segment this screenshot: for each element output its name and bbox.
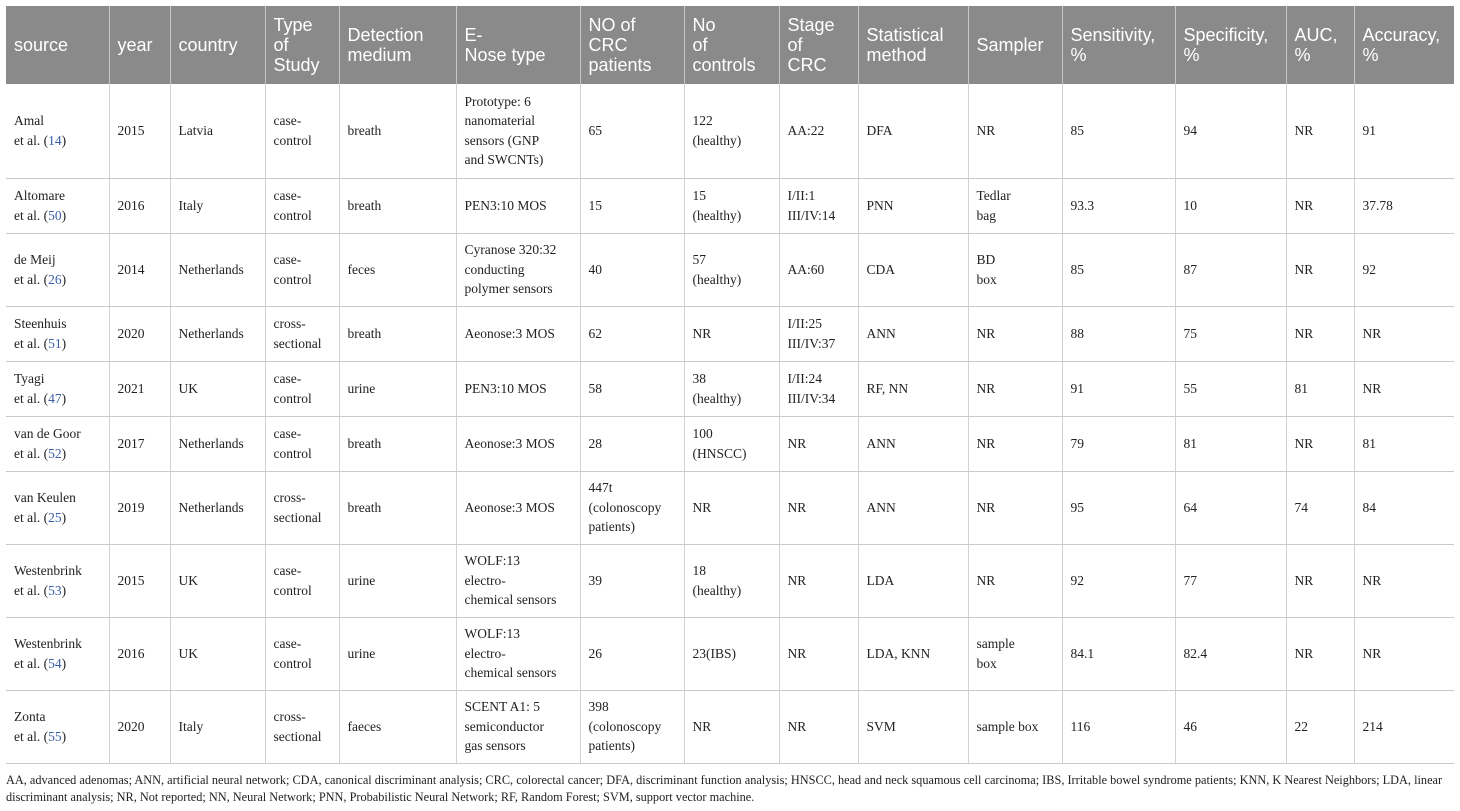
year-cell: 2016 (109, 617, 170, 690)
statistical-method-cell: ANN (858, 416, 968, 471)
crc-patients-cell: 58 (580, 361, 684, 416)
table-row (6, 617, 1454, 690)
crc-patients-cell: 447t (colonoscopy patients) (580, 471, 684, 544)
header-study-type: Type of Study (265, 6, 339, 84)
specificity-cell: 75 (1175, 306, 1286, 361)
header-enose-type: E- Nose type (456, 6, 580, 84)
controls-cell: 100 (HNSCC) (684, 416, 779, 471)
study-type-cell: cross- sectional (265, 471, 339, 544)
source-cell (6, 690, 109, 763)
specificity-cell: 82.4 (1175, 617, 1286, 690)
crc-patients-cell: 65 (580, 84, 684, 178)
crc-stage-cell: I/II:24 III/IV:34 (779, 361, 858, 416)
accuracy-cell: 37.78 (1354, 178, 1454, 233)
header-accuracy: Accuracy, % (1354, 6, 1454, 84)
country-cell: UK (170, 617, 265, 690)
statistical-method-cell: LDA, KNN (858, 617, 968, 690)
reference-link[interactable]: 51 (48, 335, 62, 351)
author-text: van Keulen et al. ( (14, 490, 76, 525)
sampler-cell: NR (968, 306, 1062, 361)
detection-medium-cell: breath (339, 84, 456, 178)
auc-cell: NR (1286, 233, 1354, 306)
reference-link[interactable]: 50 (48, 207, 62, 223)
crc-patients-cell: 28 (580, 416, 684, 471)
table-row (6, 416, 1454, 471)
author-text: Steenhuis et al. ( (14, 316, 67, 351)
accuracy-cell: 92 (1354, 233, 1454, 306)
source-cell (6, 416, 109, 471)
enose-type-cell: Cyranose 320:32 conducting polymer sensors (456, 233, 580, 306)
study-type-cell: cross- sectional (265, 306, 339, 361)
specificity-cell: 46 (1175, 690, 1286, 763)
statistical-method-cell: CDA (858, 233, 968, 306)
sampler-cell: NR (968, 544, 1062, 617)
header-source: source (14, 35, 69, 55)
table-row (6, 544, 1454, 617)
specificity-cell: 77 (1175, 544, 1286, 617)
author-text: Westenbrink et al. ( (14, 636, 82, 671)
controls-cell: NR (684, 690, 779, 763)
enose-type-cell: PEN3:10 MOS (456, 178, 580, 233)
sensitivity-cell: 92 (1062, 544, 1175, 617)
enose-type-cell: Aeonose:3 MOS (456, 471, 580, 544)
header-year: year (109, 6, 170, 84)
table-row (6, 690, 1454, 763)
reference-link[interactable]: 25 (48, 509, 62, 525)
source-cell (6, 178, 109, 233)
table-row (6, 306, 1454, 361)
study-type-cell: cross- sectional (265, 690, 339, 763)
detection-medium-cell: faeces (339, 690, 456, 763)
enose-type-cell: PEN3:10 MOS (456, 361, 580, 416)
reference-link[interactable]: 47 (48, 390, 62, 406)
specificity-cell: 94 (1175, 84, 1286, 178)
author-text: Tyagi et al. ( (14, 371, 49, 406)
reference-link[interactable]: 14 (48, 132, 62, 148)
source-cell (6, 84, 109, 178)
detection-medium-cell: feces (339, 233, 456, 306)
country-cell: UK (170, 361, 265, 416)
crc-stage-cell: AA:60 (779, 233, 858, 306)
specificity-cell: 81 (1175, 416, 1286, 471)
auc-cell: 22 (1286, 690, 1354, 763)
year-cell: 2015 (109, 544, 170, 617)
accuracy-cell: 81 (1354, 416, 1454, 471)
year-cell: 2021 (109, 361, 170, 416)
enose-type-cell: Aeonose:3 MOS (456, 416, 580, 471)
controls-cell: NR (684, 306, 779, 361)
header-controls: No of controls (684, 6, 779, 84)
sampler-cell: sample box (968, 690, 1062, 763)
statistical-method-cell: RF, NN (858, 361, 968, 416)
sensitivity-cell: 93.3 (1062, 178, 1175, 233)
reference-close-paren: ) (61, 655, 67, 671)
study-type-cell: case- control (265, 617, 339, 690)
study-type-cell: case- control (265, 361, 339, 416)
statistical-method-cell: SVM (858, 690, 968, 763)
source-cell (6, 361, 109, 416)
auc-cell: NR (1286, 84, 1354, 178)
sampler-cell: NR (968, 471, 1062, 544)
table-row (6, 178, 1454, 233)
crc-patients-cell: 62 (580, 306, 684, 361)
reference-close-paren: ) (61, 271, 67, 287)
statistical-method-cell: DFA (858, 84, 968, 178)
accuracy-cell: NR (1354, 544, 1454, 617)
sensitivity-cell: 85 (1062, 84, 1175, 178)
controls-cell: 122 (healthy) (684, 84, 779, 178)
study-type-cell: case- control (265, 84, 339, 178)
controls-cell: 15 (healthy) (684, 178, 779, 233)
sensitivity-cell: 116 (1062, 690, 1175, 763)
accuracy-cell: NR (1354, 361, 1454, 416)
header-sampler: Sampler (968, 6, 1062, 84)
study-type-cell: case- control (265, 544, 339, 617)
sampler-cell: NR (968, 416, 1062, 471)
header-detection-medium: Detection medium (339, 6, 456, 84)
crc-stage-cell: NR (779, 471, 858, 544)
accuracy-cell: 84 (1354, 471, 1454, 544)
reference-link[interactable]: 54 (48, 655, 62, 671)
header-auc: AUC, % (1286, 6, 1354, 84)
accuracy-cell: 214 (1354, 690, 1454, 763)
specificity-cell: 10 (1175, 178, 1286, 233)
auc-cell: NR (1286, 416, 1354, 471)
controls-cell: 38 (healthy) (684, 361, 779, 416)
author-text: Altomare et al. ( (14, 188, 65, 223)
crc-stage-cell: NR (779, 544, 858, 617)
sensitivity-cell: 91 (1062, 361, 1175, 416)
header-statistical-method: Statistical method (858, 6, 968, 84)
enose-type-cell: SCENT A1: 5 semiconductor gas sensors (456, 690, 580, 763)
reference-close-paren: ) (61, 445, 67, 461)
crc-patients-cell: 39 (580, 544, 684, 617)
crc-stage-cell: NR (779, 416, 858, 471)
source-cell (6, 233, 109, 306)
source-cell (6, 471, 109, 544)
detection-medium-cell: breath (339, 471, 456, 544)
source-cell (6, 544, 109, 617)
header-crc-patients: NO of CRC patients (580, 6, 684, 84)
source-cell (6, 306, 109, 361)
country-cell: Netherlands (170, 306, 265, 361)
sensitivity-cell: 95 (1062, 471, 1175, 544)
detection-medium-cell: urine (339, 617, 456, 690)
enose-type-cell: WOLF:13 electro- chemical sensors (456, 544, 580, 617)
table-header-row (6, 6, 1454, 84)
auc-cell: 74 (1286, 471, 1354, 544)
detection-medium-cell: breath (339, 178, 456, 233)
statistical-method-cell: LDA (858, 544, 968, 617)
author-text: Westenbrink et al. ( (14, 563, 82, 598)
specificity-cell: 87 (1175, 233, 1286, 306)
sensitivity-cell: 88 (1062, 306, 1175, 361)
reference-close-paren: ) (61, 335, 67, 351)
auc-cell: NR (1286, 544, 1354, 617)
year-cell: 2014 (109, 233, 170, 306)
sensitivity-cell: 84.1 (1062, 617, 1175, 690)
sensitivity-cell: 79 (1062, 416, 1175, 471)
country-cell: Netherlands (170, 233, 265, 306)
crc-stage-cell: NR (779, 617, 858, 690)
reference-close-paren: ) (61, 132, 67, 148)
year-cell: 2017 (109, 416, 170, 471)
accuracy-cell: NR (1354, 617, 1454, 690)
sensitivity-cell: 85 (1062, 233, 1175, 306)
reference-close-paren: ) (61, 509, 67, 525)
reference-link[interactable]: 53 (48, 582, 62, 598)
header-sensitivity: Sensitivity, % (1062, 6, 1175, 84)
country-cell: Italy (170, 178, 265, 233)
crc-stage-cell: NR (779, 690, 858, 763)
country-cell: Netherlands (170, 416, 265, 471)
auc-cell: NR (1286, 178, 1354, 233)
crc-patients-cell: 398 (colonoscopy patients) (580, 690, 684, 763)
statistical-method-cell: PNN (858, 178, 968, 233)
year-cell: 2020 (109, 306, 170, 361)
detection-medium-cell: urine (339, 361, 456, 416)
author-text: Amal et al. ( (14, 113, 49, 148)
author-text: van de Goor et al. ( (14, 426, 81, 461)
auc-cell: NR (1286, 306, 1354, 361)
crc-patients-cell: 15 (580, 178, 684, 233)
country-cell: Latvia (170, 84, 265, 178)
header-country: country (170, 6, 265, 84)
reference-link[interactable]: 55 (48, 728, 62, 744)
reference-link[interactable]: 26 (48, 271, 62, 287)
reference-close-paren: ) (61, 582, 67, 598)
auc-cell: NR (1286, 617, 1354, 690)
reference-close-paren: ) (61, 728, 67, 744)
crc-patients-cell: 26 (580, 617, 684, 690)
study-type-cell: case- control (265, 178, 339, 233)
enose-type-cell: WOLF:13 electro- chemical sensors (456, 617, 580, 690)
table-row (6, 471, 1454, 544)
author-text: Zonta et al. ( (14, 709, 49, 744)
specificity-cell: 55 (1175, 361, 1286, 416)
header-specificity: Specificity, % (1175, 6, 1286, 84)
detection-medium-cell: urine (339, 544, 456, 617)
results-table (6, 6, 1454, 764)
detection-medium-cell: breath (339, 416, 456, 471)
header-crc-stage: Stage of CRC (779, 6, 858, 84)
crc-stage-cell: I/II:25 III/IV:37 (779, 306, 858, 361)
study-type-cell: case- control (265, 416, 339, 471)
sampler-cell: BD box (968, 233, 1062, 306)
source-cell (6, 617, 109, 690)
statistical-method-cell: ANN (858, 306, 968, 361)
detection-medium-cell: breath (339, 306, 456, 361)
auc-cell: 81 (1286, 361, 1354, 416)
reference-close-paren: ) (61, 207, 67, 223)
sampler-cell: sample box (968, 617, 1062, 690)
controls-cell: 57 (healthy) (684, 233, 779, 306)
sampler-cell: NR (968, 361, 1062, 416)
author-text: de Meij et al. ( (14, 252, 56, 287)
sampler-cell: Tedlar bag (968, 178, 1062, 233)
controls-cell: NR (684, 471, 779, 544)
statistical-method-cell: ANN (858, 471, 968, 544)
table-footnote: AA, advanced adenomas; ANN, artificial neural network; CDA, canonical discriminant analysis; CRC, colorectal cancer; DFA, discriminant function analysis; HNSCC, head and neck squamous cell carcinoma; IBS, Irritable bowel syndrome patients; KNN, K Nearest Neighbors; LDA, linear discriminant analysis; NR, Not reported; NN, Neural Network; PNN, Probabilistic Neural Network; RF, Random Forest; SVM, support vector machine. (6, 773, 1443, 804)
year-cell: 2016 (109, 178, 170, 233)
enose-type-cell: Aeonose:3 MOS (456, 306, 580, 361)
country-cell: UK (170, 544, 265, 617)
crc-patients-cell: 40 (580, 233, 684, 306)
year-cell: 2019 (109, 471, 170, 544)
table-row (6, 233, 1454, 306)
specificity-cell: 64 (1175, 471, 1286, 544)
country-cell: Netherlands (170, 471, 265, 544)
accuracy-cell: NR (1354, 306, 1454, 361)
crc-stage-cell: AA:22 (779, 84, 858, 178)
controls-cell: 23(IBS) (684, 617, 779, 690)
sampler-cell: NR (968, 84, 1062, 178)
reference-close-paren: ) (61, 390, 67, 406)
reference-link[interactable]: 52 (48, 445, 62, 461)
table-row (6, 84, 1454, 178)
year-cell: 2015 (109, 84, 170, 178)
crc-stage-cell: I/II:1 III/IV:14 (779, 178, 858, 233)
study-type-cell: case- control (265, 233, 339, 306)
table-row (6, 361, 1454, 416)
accuracy-cell: 91 (1354, 84, 1454, 178)
enose-type-cell: Prototype: 6 nanomaterial sensors (GNP and SWCNTs) (456, 84, 580, 178)
country-cell: Italy (170, 690, 265, 763)
controls-cell: 18 (healthy) (684, 544, 779, 617)
year-cell: 2020 (109, 690, 170, 763)
